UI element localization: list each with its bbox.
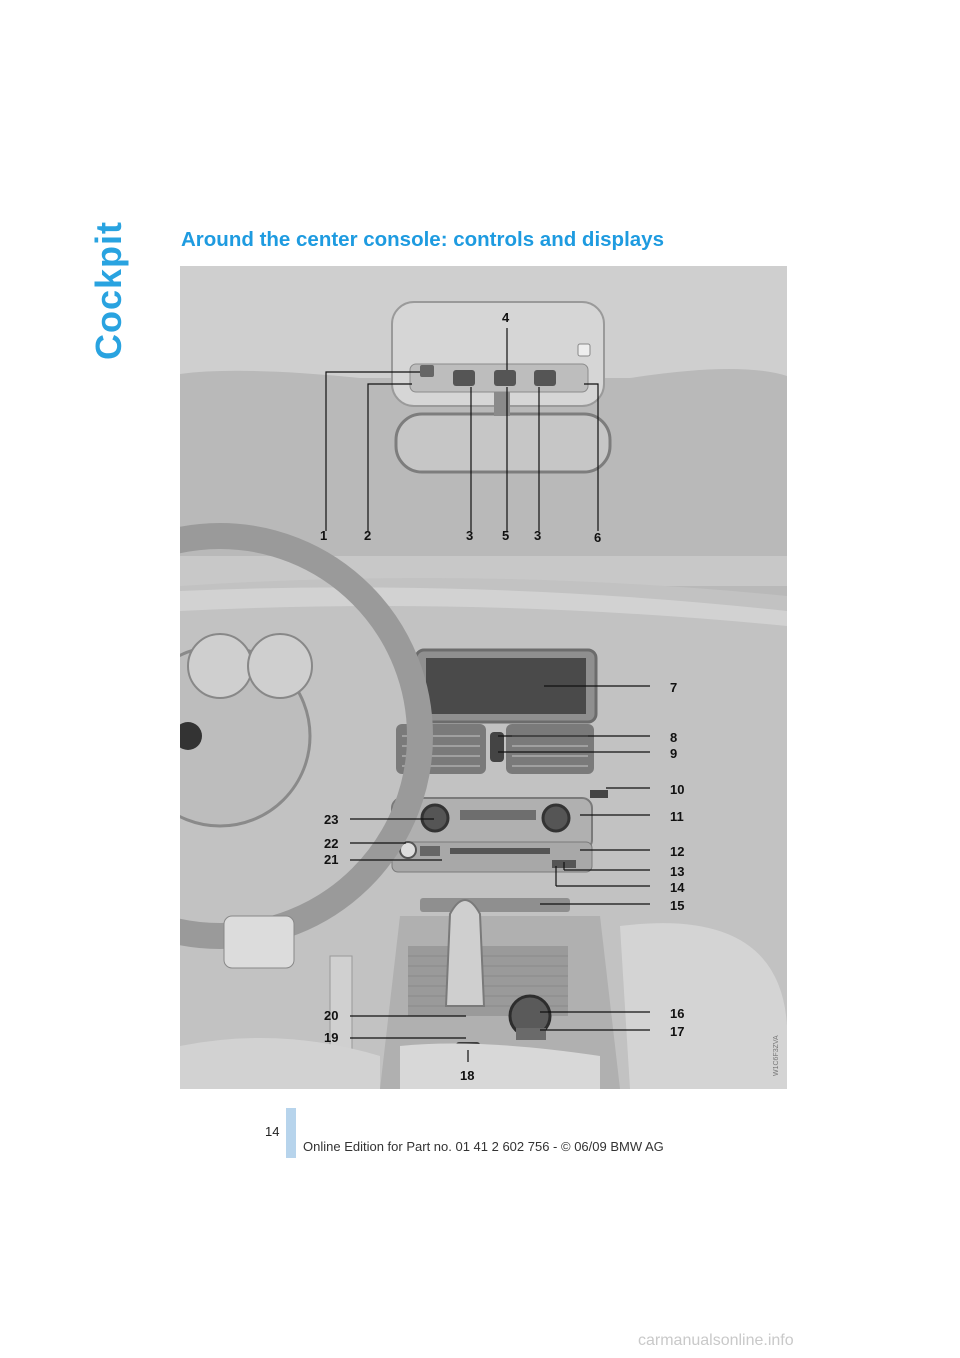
- footer-accent-bar: [286, 1108, 296, 1158]
- callout-20: 20: [324, 1008, 339, 1023]
- callout-7: 7: [670, 680, 678, 695]
- callout-21: 21: [324, 852, 339, 867]
- image-code: W1C6F3ZVA: [773, 1035, 780, 1076]
- callout-19: 19: [324, 1030, 339, 1045]
- page-heading: Around the center console: controls and displays: [181, 228, 664, 251]
- callout-17: 17: [670, 1024, 685, 1039]
- page-number: 14: [265, 1124, 280, 1139]
- callout-3b: 3: [534, 528, 542, 543]
- callout-11: 11: [670, 809, 684, 824]
- callout-13: 13: [670, 864, 685, 879]
- callout-16: 16: [670, 1006, 685, 1021]
- callout-1: 1: [320, 528, 328, 543]
- callout-23: 23: [324, 812, 339, 827]
- callout-3a: 3: [466, 528, 474, 543]
- cockpit-illustration: [180, 266, 787, 1089]
- callout-9: 9: [670, 746, 678, 761]
- callout-12: 12: [670, 844, 685, 859]
- callout-8: 8: [670, 730, 678, 745]
- callout-6: 6: [594, 530, 602, 545]
- callout-15: 15: [670, 898, 685, 913]
- callout-18: 18: [460, 1068, 475, 1083]
- watermark: carmanualsonline.info: [638, 1332, 794, 1349]
- section-title: Cockpit: [88, 220, 129, 360]
- callout-14: 14: [670, 880, 685, 895]
- callout-10: 10: [670, 782, 685, 797]
- footer-edition-text: Online Edition for Part no. 01 41 2 602 756 - © 06/09 BMW AG: [303, 1139, 664, 1154]
- callout-2: 2: [364, 528, 372, 543]
- callout-5: 5: [502, 528, 510, 543]
- callout-22: 22: [324, 836, 339, 851]
- callout-4: 4: [502, 310, 510, 325]
